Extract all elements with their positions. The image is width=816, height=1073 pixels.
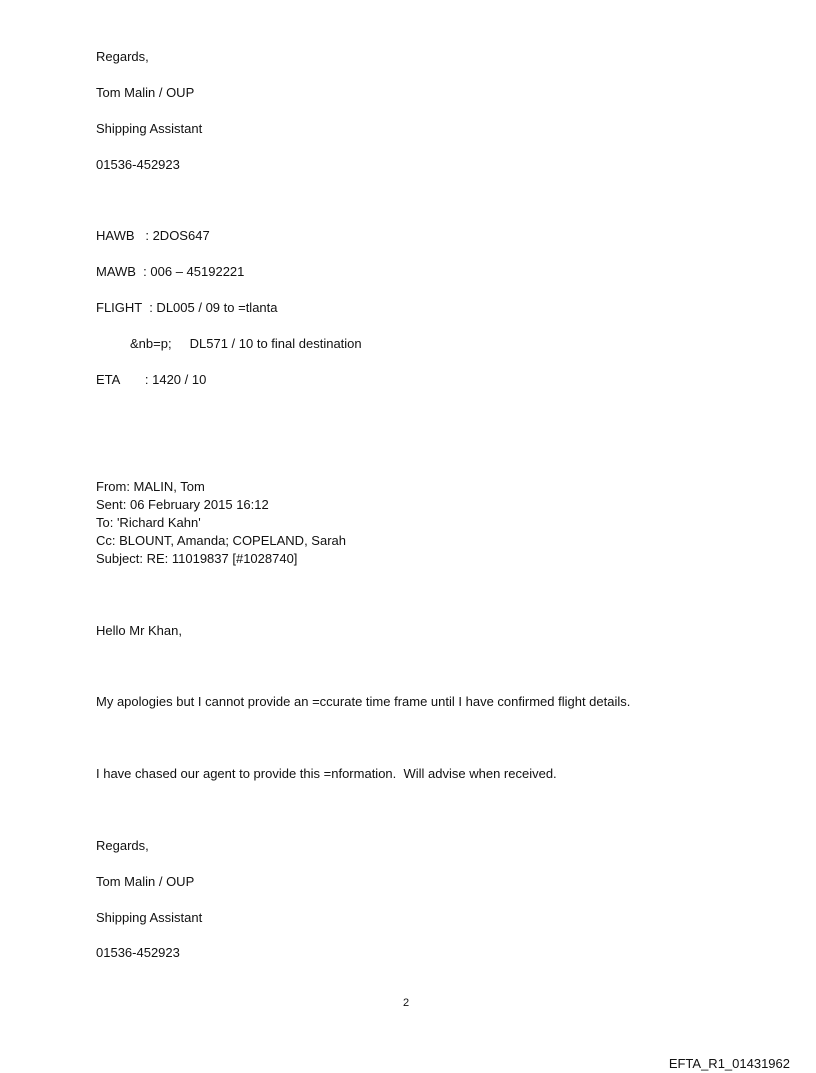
hawb-line: HAWB : 2DOS647 xyxy=(96,228,210,243)
flight-continuation-line: &nb=p; DL571 / 10 to final destination xyxy=(130,336,362,351)
mawb-line: MAWB : 006 – 45192221 xyxy=(96,264,245,279)
document-id: EFTA_R1_01431962 xyxy=(668,1056,790,1071)
email-paragraph-2: I have chased our agent to provide this =nformation. Will advise when received. xyxy=(96,766,557,781)
signature-title: Shipping Assistant xyxy=(96,910,203,925)
email-sent: Sent: 06 February 2015 16:12 xyxy=(96,497,269,512)
flight-line: FLIGHT : DL005 / 09 to =tlanta xyxy=(96,300,278,315)
signature-title: Shipping Assistant xyxy=(96,121,203,136)
page-number: 2 xyxy=(403,997,410,1009)
email-paragraph-1: My apologies but I cannot provide an =ccurate time frame until I have confirmed flight details. xyxy=(96,694,631,709)
signature-regards: Regards, xyxy=(96,49,149,64)
signature-phone: 01536-452923 xyxy=(96,157,180,172)
signature-phone: 01536-452923 xyxy=(96,945,180,960)
email-greeting: Hello Mr Khan, xyxy=(96,623,182,638)
signature-name: Tom Malin / OUP xyxy=(96,85,195,100)
email-cc: Cc: BLOUNT, Amanda; COPELAND, Sarah xyxy=(96,533,346,548)
email-subject: Subject: RE: 11019837 [#1028740] xyxy=(96,551,298,566)
email-from: From: MALIN, Tom xyxy=(96,479,205,494)
eta-line: ETA : 1420 / 10 xyxy=(96,372,207,387)
signature-regards: Regards, xyxy=(96,838,149,853)
signature-name: Tom Malin / OUP xyxy=(96,874,195,889)
email-to: To: 'Richard Kahn' xyxy=(96,515,201,530)
